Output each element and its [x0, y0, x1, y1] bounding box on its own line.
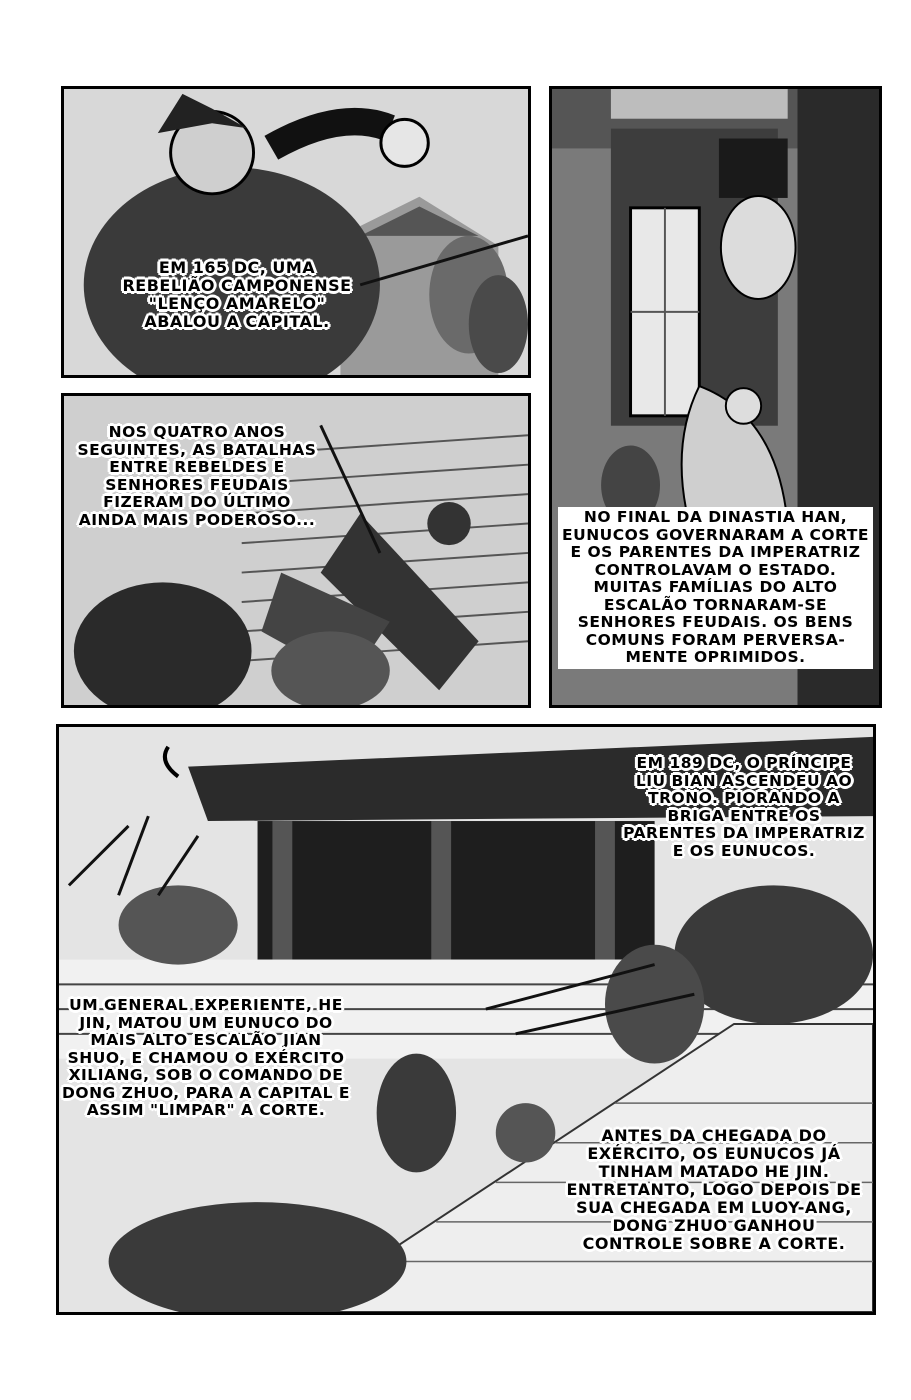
panel-eunuchs: [549, 86, 882, 708]
panel-palace: [56, 724, 876, 1315]
panel-battles: [61, 393, 531, 708]
caption-liu-bian: EM 189 DC, O PRÍNCIPE LIU BIAN ASCENDEU AO TRONO. PIORANDO A BRIGA ENTRE OS PARENTES DA IMPERATRIZ E OS EUNUCOS.: [623, 754, 865, 860]
caption-yellow-turban: EM 165 DC, UMA REBELIÃO CAMPONENSE "LENÇO AMARELO" ABALOU A CAPITAL.: [122, 258, 352, 332]
caption-four-years: NOS QUATRO ANOS SEGUINTES, AS BATALHAS ENTRE REBELDES E SENHORES FEUDAIS FIZERAM DO ÚLTIMO AINDA MAIS PODEROSO...: [77, 423, 317, 529]
panel-rebellion-art: [64, 89, 528, 375]
caption-dong-zhuo: ANTES DA CHEGADA DO EXÉRCITO, OS EUNUCOS JÁ TINHAM MATADO HE JIN. ENTRETANTO, LOGO DEPOIS DE SUA CHEGADA EM LUOY-ANG, DONG ZHUO GANHOU CONTROLE SOBRE A CORTE.: [566, 1126, 862, 1254]
panel-rebellion: [61, 86, 531, 378]
caption-he-jin: UM GENERAL EXPERIENTE, HE JIN, MATOU UM EUNUCO DO MAIS ALTO ESCALÃO JIAN SHUO, E CHAMOU O EXÉRCITO XILIANG, SOB O COMANDO DE DONG ZHUO, PARA A CAPITAL E ASSIM "LIMPAR" A CORTE.: [62, 996, 350, 1119]
caption-han-dynasty: NO FINAL DA DINASTIA HAN, EUNUCOS GOVERNARAM A CORTE E OS PARENTES DA IMPERATRIZ CONTROLAVAM O ESTADO. MUITAS FAMÍLIAS DO ALTO ESCALÃO TORNARAM-SE SENHORES FEUDAIS. OS BENS COMUNS FORAM PERVERSA-MENTE OPRIMIDOS.: [558, 507, 873, 669]
